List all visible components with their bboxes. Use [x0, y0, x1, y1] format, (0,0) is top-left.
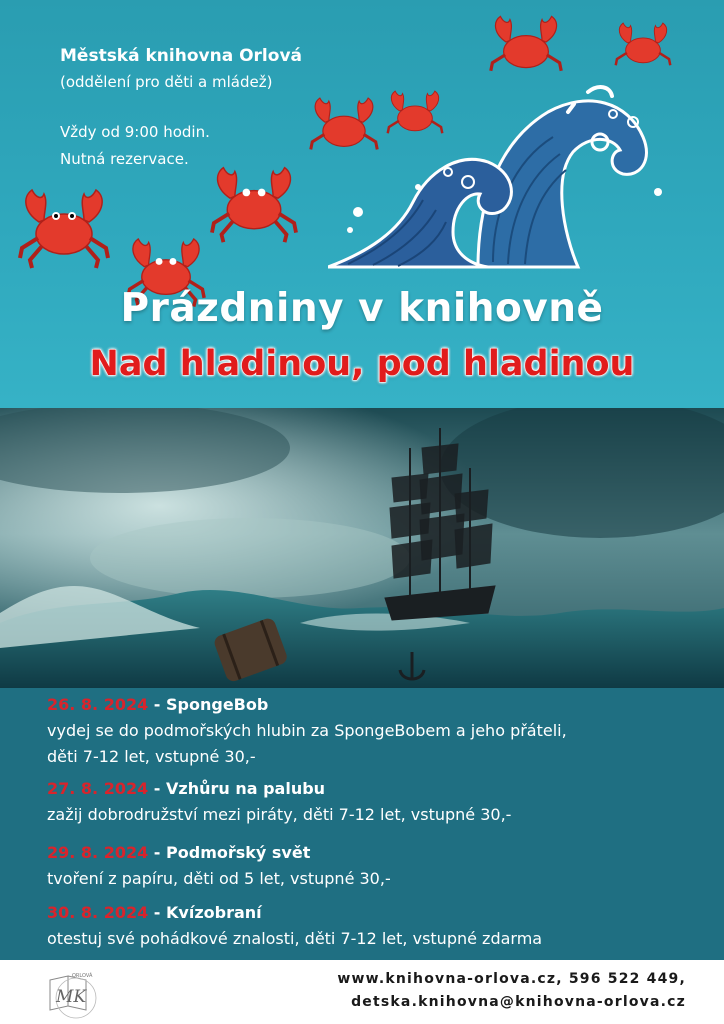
- event-title: Podmořský svět: [166, 843, 311, 862]
- logo-text: ORLOVÁ: [72, 973, 93, 979]
- event-date: 29. 8. 2024: [47, 843, 149, 862]
- event-item: [47, 692, 567, 770]
- event-title: Kvízobraní: [166, 903, 262, 922]
- event-title: SpongeBob: [166, 695, 269, 714]
- library-logo: [42, 968, 102, 1020]
- event-description: tvoření z papíru, děti od 5 let, vstupné 30,-: [47, 869, 391, 888]
- main-title: Prázdniny v knihovně: [120, 286, 604, 331]
- reservation-note: Nutná rezervace.: [60, 150, 189, 168]
- event-separator: -: [148, 843, 167, 862]
- events-section: [0, 688, 724, 960]
- crab-icon: [612, 18, 674, 74]
- library-name: Městská knihovna Orlová: [60, 46, 302, 66]
- event-description: vydej se do podmořských hlubin za SpongeBobem a jeho přáteli,: [47, 721, 567, 740]
- contact-line-2: detska.knihovna@knihovna-orlova.cz: [351, 994, 686, 1010]
- event-date: 26. 8. 2024: [47, 695, 149, 714]
- footer: [0, 960, 724, 1024]
- subtitle-wrap: [0, 344, 724, 384]
- event-separator: -: [148, 903, 167, 922]
- event-date: 27. 8. 2024: [47, 779, 149, 798]
- crab-icon: [306, 92, 382, 160]
- logo-letters: MK: [56, 987, 87, 1007]
- crab-icon: [486, 10, 566, 82]
- event-separator: -: [148, 695, 167, 714]
- storm-ship-image: [0, 408, 724, 688]
- opening-time: Vždy od 9:00 hodin.: [60, 123, 210, 141]
- crab-icon: [206, 160, 302, 246]
- event-item: [47, 776, 511, 828]
- library-department: (oddělení pro děti a mládež): [60, 73, 273, 91]
- event-item: [47, 900, 542, 952]
- event-description: otestuj své pohádkové znalosti, děti 7-12 let, vstupné zdarma: [47, 929, 543, 948]
- event-description: zažij dobrodružství mezi piráty, děti 7-12 let, vstupné 30,-: [47, 805, 512, 824]
- header-section: [0, 0, 724, 408]
- subtitle: Nad hladinou, pod hladinou: [89, 344, 635, 384]
- contact-line-1: www.knihovna-orlova.cz, 596 522 449,: [337, 971, 686, 987]
- crab-icon: [384, 86, 446, 142]
- event-separator: -: [148, 779, 167, 798]
- event-date: 30. 8. 2024: [47, 903, 149, 922]
- event-item: [47, 840, 391, 892]
- crab-icon: [14, 182, 114, 272]
- wave-illustration: [328, 82, 688, 274]
- event-description: děti 7-12 let, vstupné 30,-: [47, 747, 256, 766]
- event-title: Vzhůru na palubu: [166, 779, 326, 798]
